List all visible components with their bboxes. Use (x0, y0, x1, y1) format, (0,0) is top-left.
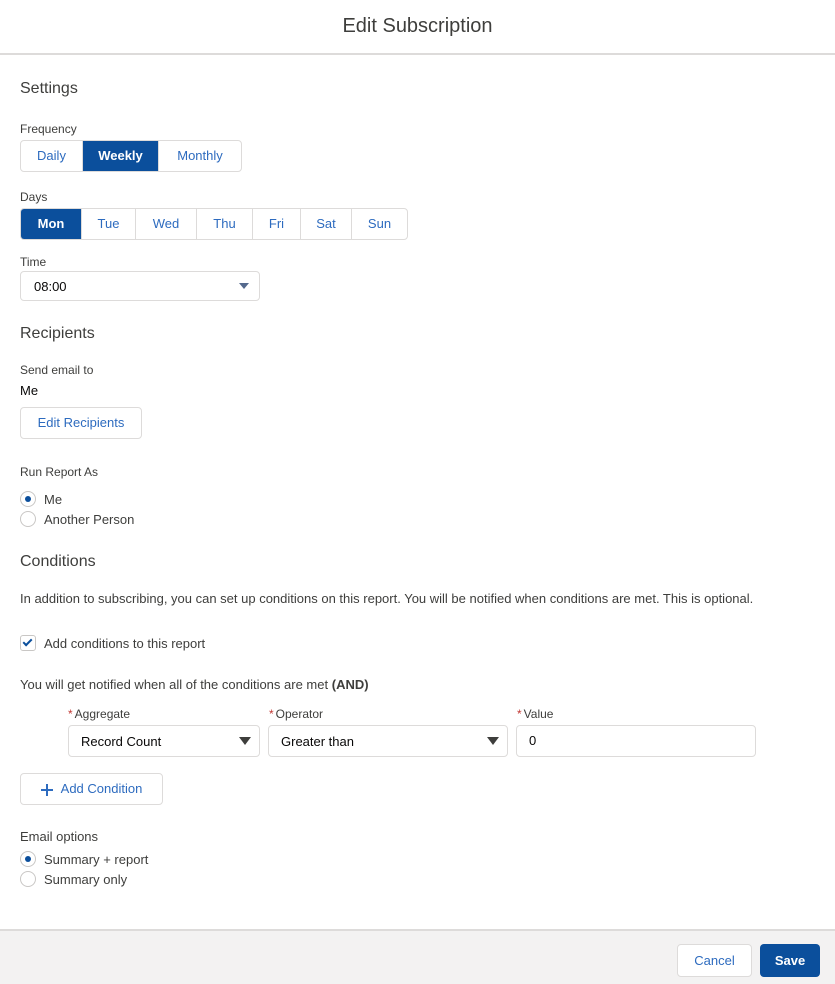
run-as-another-radio[interactable] (20, 511, 134, 527)
day-mon-button[interactable]: Mon (21, 209, 82, 239)
add-condition-label: Add Condition (60, 781, 143, 796)
operator-label-text: Operator (275, 707, 324, 721)
aggregate-select-value: Record Count (81, 734, 162, 749)
modal-header (0, 0, 835, 55)
time-select[interactable] (20, 271, 260, 301)
run-as-me-radio[interactable] (20, 491, 62, 507)
value-input[interactable]: 0 (516, 725, 756, 757)
days-button-group (20, 208, 408, 240)
cancel-button[interactable]: Cancel (677, 944, 752, 977)
radio-checked-icon[interactable] (20, 491, 36, 507)
send-email-value: Me (20, 383, 39, 398)
plus-icon (41, 784, 53, 796)
operator-label (269, 707, 323, 721)
value-label (517, 707, 553, 721)
run-as-me-label: Me (44, 491, 63, 507)
recipients-heading: Recipients (20, 325, 95, 342)
add-condition-button[interactable] (20, 773, 163, 805)
day-thu-button[interactable]: Thu (197, 209, 253, 239)
radio-checked-icon[interactable] (20, 851, 36, 867)
operator-select-value: Greater than (281, 734, 354, 749)
day-sat-button[interactable]: Sat (301, 209, 352, 239)
time-select-value: 08:00 (34, 279, 67, 294)
day-wed-button[interactable]: Wed (136, 209, 197, 239)
required-asterisk: * (517, 707, 522, 721)
frequency-button-group (20, 140, 242, 172)
email-summary-only-label: Summary only (44, 871, 128, 887)
aggregate-select[interactable] (68, 725, 260, 757)
add-conditions-checkbox[interactable] (20, 635, 205, 651)
frequency-daily-button[interactable]: Daily (21, 141, 83, 171)
add-conditions-label: Add conditions to this report (44, 635, 206, 651)
run-report-as-label: Run Report As (20, 465, 99, 479)
frequency-label: Frequency (20, 122, 77, 136)
modal-footer (0, 929, 835, 984)
day-tue-button[interactable]: Tue (82, 209, 136, 239)
email-summary-report-label: Summary + report (44, 851, 149, 867)
aggregate-label (68, 707, 130, 721)
day-fri-button[interactable]: Fri (253, 209, 301, 239)
email-summary-only-radio[interactable] (20, 871, 127, 887)
send-email-label: Send email to (20, 363, 94, 377)
value-label-text: Value (523, 707, 554, 721)
frequency-monthly-button[interactable]: Monthly (177, 148, 223, 163)
checkbox-checked-icon[interactable] (20, 635, 36, 651)
modal-title: Edit Subscription (342, 15, 493, 37)
chevron-down-icon (239, 737, 251, 745)
radio-unchecked-icon[interactable] (20, 871, 36, 887)
operator-select[interactable] (268, 725, 508, 757)
required-asterisk: * (269, 707, 274, 721)
edit-recipients-button[interactable]: Edit Recipients (20, 407, 142, 439)
days-label: Days (20, 190, 48, 204)
aggregate-label-text: Aggregate (74, 707, 131, 721)
conditions-description: In addition to subscribing, you can set up conditions on this report. You will be notified when conditions are met. This is optional. (20, 591, 754, 606)
save-button[interactable]: Save (760, 944, 820, 977)
settings-heading: Settings (20, 80, 78, 97)
chevron-down-icon (239, 283, 249, 289)
email-options-label: Email options (20, 829, 99, 844)
notify-text-and: (AND) (331, 677, 369, 692)
frequency-weekly-button[interactable]: Weekly (83, 141, 159, 171)
chevron-down-icon (487, 737, 499, 745)
conditions-heading: Conditions (20, 553, 96, 570)
required-asterisk: * (68, 707, 73, 721)
time-label: Time (20, 255, 47, 269)
notify-text-main: You will get notified when all of the conditions are met (20, 677, 329, 692)
notify-text (20, 677, 369, 692)
radio-unchecked-icon[interactable] (20, 511, 36, 527)
email-summary-report-radio[interactable] (20, 851, 148, 867)
day-sun-button[interactable]: Sun (367, 216, 392, 231)
run-as-another-label: Another Person (44, 511, 135, 527)
